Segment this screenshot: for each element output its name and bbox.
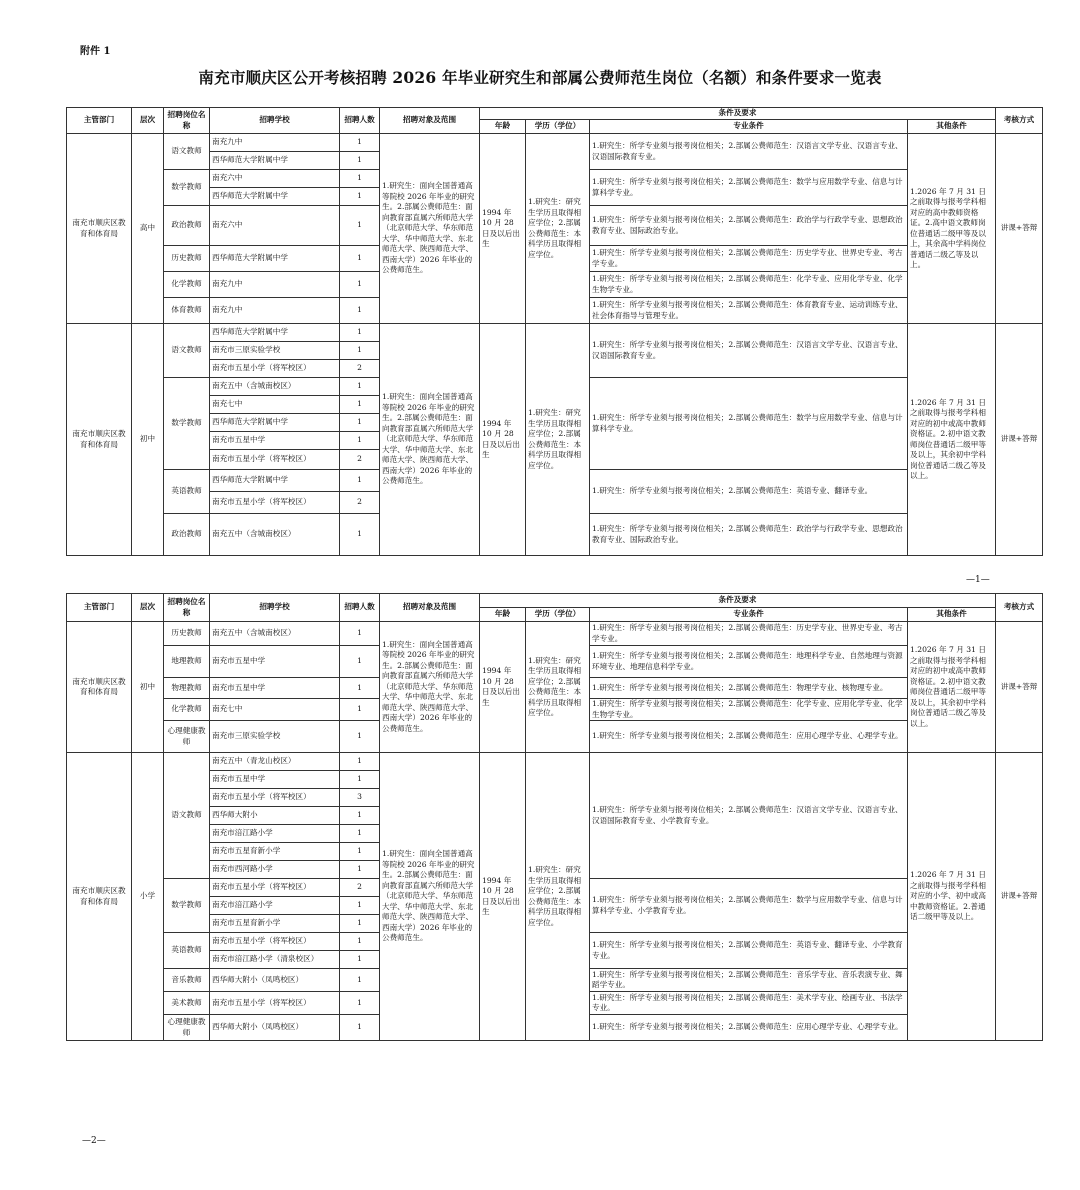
scope-cell: 1.研究生：面向全国普通高等院校 2026 年毕业的研究生。2.部属公费师范生：面向教育部直属六所师范大学（北京师范大学、华东师范大学、华中师范大学、东北师范大学、陕西师范大学、西南大学）2026 年毕业的公费师范生。: [380, 753, 480, 1041]
level-cell: 初中: [132, 622, 164, 753]
school-cell: 南充市涪江路小学: [210, 897, 340, 915]
count-cell: 1: [340, 861, 380, 879]
header-count: 招聘人数: [340, 108, 380, 134]
header-dept: 主管部门: [67, 594, 132, 622]
post-cell: 心理健康教师: [164, 721, 210, 753]
count-cell: 1: [340, 152, 380, 170]
count-cell: 1: [340, 246, 380, 272]
page-title: 南充市顺庆区公开考核招聘 2026 年毕业研究生和部属公费师范生岗位（名额）和条件要求一览表: [198, 68, 882, 87]
dept-cell: 南充市顺庆区教育和体育局: [67, 134, 132, 324]
count-cell: 1: [340, 721, 380, 753]
count-cell: 1: [340, 514, 380, 556]
count-cell: 1: [340, 298, 380, 324]
post-cell: 政治教师: [164, 206, 210, 246]
count-cell: 1: [340, 933, 380, 951]
post-cell: 英语教师: [164, 933, 210, 969]
table-page-1: [66, 107, 1042, 556]
major-cell: 1.研究生：所学专业须与报考岗位相关；2.部属公费师范生：英语专业、翻译专业、小学教育专业。: [590, 933, 908, 969]
other-cell: 1.2026 年 7 月 31 日之前取得与报考学科相对应的小学、初中或高中教师资格证。2.普通话二级甲等及以上。: [908, 753, 996, 1041]
header-school: 招聘学校: [210, 108, 340, 134]
school-cell: 西华师范大学附属中学: [210, 414, 340, 432]
count-cell: 1: [340, 134, 380, 152]
school-cell: 南充市五星小学（将军校区）: [210, 879, 340, 897]
school-cell: 南充六中: [210, 170, 340, 188]
count-cell: 1: [340, 1015, 380, 1041]
recruitment-table-2b: [66, 752, 1043, 1041]
exam-cell: 讲课+答辩: [996, 753, 1043, 1041]
post-cell: 数学教师: [164, 378, 210, 470]
recruitment-table-1b: [66, 323, 1043, 556]
header-age: 年龄: [480, 608, 526, 622]
major-cell: 1.研究生：所学专业须与报考岗位相关；2.部属公费师范生：历史学专业、世界史专业、考古学专业。: [590, 246, 908, 272]
scope-cell: 1.研究生：面向全国普通高等院校 2026 年毕业的研究生。2.部属公费师范生：面向教育部直属六所师范大学（北京师范大学、华东师范大学、华中师范大学、东北师范大学、陕西师范大学、西南大学）2026 年毕业的公费师范生。: [380, 324, 480, 556]
count-cell: 1: [340, 378, 380, 396]
school-cell: 南充五中（青龙山校区）: [210, 753, 340, 771]
count-cell: 1: [340, 622, 380, 646]
school-cell: 南充市五星中学: [210, 678, 340, 699]
school-cell: 西华师范大学附属中学: [210, 152, 340, 170]
page-number-2: —2—: [82, 1136, 106, 1146]
count-cell: 1: [340, 807, 380, 825]
school-cell: 南充九中: [210, 134, 340, 152]
header-other: 其他条件: [908, 608, 996, 622]
count-cell: 1: [340, 969, 380, 992]
major-cell: 1.研究生：所学专业须与报考岗位相关；2.部属公费师范生：应用心理学专业、心理学专业。: [590, 721, 908, 753]
edu-cell: 1.研究生：研究生学历且取得相应学位；2.部属公费师范生：本科学历且取得相应学位。: [526, 324, 590, 556]
recruitment-table-1: [66, 107, 1043, 324]
post-cell: 体育教师: [164, 298, 210, 324]
major-cell: 1.研究生：所学专业须与报考岗位相关；2.部属公费师范生：政治学与行政学专业、思想政治教育专业、国际政治专业。: [590, 206, 908, 246]
header-scope: 招聘对象及范围: [380, 594, 480, 622]
count-cell: 1: [340, 678, 380, 699]
count-cell: 2: [340, 492, 380, 514]
header-edu: 学历（学位）: [526, 120, 590, 134]
scope-cell: 1.研究生：面向全国普通高等院校 2026 年毕业的研究生。2.部属公费师范生：面向教育部直属六所师范大学（北京师范大学、华东师范大学、华中师范大学、东北师范大学、陕西师范大学、西南大学）2026 年毕业的公费师范生。: [380, 622, 480, 753]
level-cell: 高中: [132, 134, 164, 324]
count-cell: 1: [340, 699, 380, 721]
age-cell: 1994 年 10 月 28 日及以后出生: [480, 324, 526, 556]
exam-cell: 讲课+答辩: [996, 134, 1043, 324]
other-cell: 1.2026 年 7 月 31 日之前取得与报考学科相对应的初中或高中教师资格证。2.初中语文教师岗位普通话二级甲等及以上，其余初中学科岗位普通话二级乙等及以上。: [908, 622, 996, 753]
level-cell: 初中: [132, 324, 164, 556]
school-cell: 南充市五星小学（将军校区）: [210, 360, 340, 378]
post-cell: 历史教师: [164, 622, 210, 646]
count-cell: 2: [340, 360, 380, 378]
major-cell: 1.研究生：所学专业须与报考岗位相关；2.部属公费师范生：化学专业、应用化学专业、化学生物学专业。: [590, 699, 908, 721]
scope-cell: 1.研究生：面向全国普通高等院校 2026 年毕业的研究生。2.部属公费师范生：面向教育部直属六所师范大学（北京师范大学、华东师范大学、华中师范大学、东北师范大学、陕西师范大学、西南大学）2026 年毕业的公费师范生。: [380, 134, 480, 324]
count-cell: 1: [340, 951, 380, 969]
post-cell: 地理教师: [164, 646, 210, 678]
dept-cell: 南充市顺庆区教育和体育局: [67, 622, 132, 753]
post-cell: 心理健康教师: [164, 1015, 210, 1041]
header-post: 招聘岗位名称: [164, 108, 210, 134]
header-major: 专业条件: [590, 120, 908, 134]
recruitment-table-2: [66, 593, 1043, 753]
post-cell: 音乐教师: [164, 969, 210, 992]
school-cell: 南充七中: [210, 396, 340, 414]
post-cell: 物理教师: [164, 678, 210, 699]
count-cell: 1: [340, 470, 380, 492]
post-cell: 历史教师: [164, 246, 210, 272]
post-cell: 数学教师: [164, 879, 210, 933]
school-cell: 南充市五星中学: [210, 432, 340, 450]
school-cell: 西华师大附小: [210, 807, 340, 825]
school-cell: 南充七中: [210, 699, 340, 721]
header-exam: 考核方式: [996, 108, 1043, 134]
age-cell: 1994 年 10 月 28 日及以后出生: [480, 622, 526, 753]
count-cell: 1: [340, 843, 380, 861]
header-other: 其他条件: [908, 120, 996, 134]
school-cell: 南充市五星小学（将军校区）: [210, 450, 340, 470]
post-cell: 语文教师: [164, 324, 210, 378]
school-cell: 西华师范大学附属中学: [210, 246, 340, 272]
school-cell: 南充市五星小学（将军校区）: [210, 933, 340, 951]
post-cell: 政治教师: [164, 514, 210, 556]
header-dept: 主管部门: [67, 108, 132, 134]
count-cell: 1: [340, 915, 380, 933]
post-cell: 英语教师: [164, 470, 210, 514]
school-cell: 南充市五星育新小学: [210, 843, 340, 861]
count-cell: 1: [340, 206, 380, 246]
edu-cell: 1.研究生：研究生学历且取得相应学位；2.部属公费师范生：本科学历且取得相应学位。: [526, 622, 590, 753]
school-cell: 南充五中（含城南校区）: [210, 514, 340, 556]
count-cell: 1: [340, 342, 380, 360]
count-cell: 1: [340, 753, 380, 771]
school-cell: 南充九中: [210, 298, 340, 324]
count-cell: 2: [340, 879, 380, 897]
school-cell: 西华师范大学附属中学: [210, 470, 340, 492]
major-cell: 1.研究生：所学专业须与报考岗位相关；2.部属公费师范生：物理学专业、核物理专业。: [590, 678, 908, 699]
major-cell: 1.研究生：所学专业须与报考岗位相关；2.部属公费师范生：应用心理学专业、心理学专业。: [590, 1015, 908, 1041]
edu-cell: 1.研究生：研究生学历且取得相应学位；2.部属公费师范生：本科学历且取得相应学位。: [526, 134, 590, 324]
school-cell: 南充市涪江路小学: [210, 825, 340, 843]
major-cell: 1.研究生：所学专业须与报考岗位相关；2.部属公费师范生：汉语言文学专业、汉语言专业、汉语国际教育专业、小学教育专业。: [590, 753, 908, 879]
major-cell: 1.研究生：所学专业须与报考岗位相关；2.部属公费师范生：政治学与行政学专业、思想政治教育专业、国际政治专业。: [590, 514, 908, 556]
post-cell: 数学教师: [164, 170, 210, 206]
school-cell: 南充九中: [210, 272, 340, 298]
dept-cell: 南充市顺庆区教育和体育局: [67, 753, 132, 1041]
major-cell: 1.研究生：所学专业须与报考岗位相关；2.部属公费师范生：汉语言文学专业、汉语言专业、汉语国际教育专业。: [590, 324, 908, 378]
count-cell: 1: [340, 432, 380, 450]
header-scope: 招聘对象及范围: [380, 108, 480, 134]
table-row: [67, 134, 1043, 152]
attachment-label: 附件 1: [80, 46, 111, 57]
header-level: 层次: [132, 108, 164, 134]
edu-cell: 1.研究生：研究生学历且取得相应学位；2.部属公费师范生：本科学历且取得相应学位。: [526, 753, 590, 1041]
table-row: [67, 324, 1043, 342]
level-cell: 小学: [132, 753, 164, 1041]
major-cell: 1.研究生：所学专业须与报考岗位相关；2.部属公费师范生：数学与应用数学专业、信息与计算科学专业、小学教育专业。: [590, 879, 908, 933]
school-cell: 南充市五星小学（将军校区）: [210, 992, 340, 1015]
header-conditions: 条件及要求: [480, 108, 996, 120]
school-cell: 西华师大附小（凤鸣校区）: [210, 969, 340, 992]
count-cell: 1: [340, 414, 380, 432]
table-row: [67, 753, 1043, 771]
school-cell: 南充五中（含城南校区）: [210, 622, 340, 646]
major-cell: 1.研究生：所学专业须与报考岗位相关；2.部属公费师范生：美术学专业、绘画专业、书法学专业。: [590, 992, 908, 1015]
age-cell: 1994 年 10 月 28 日及以后出生: [480, 753, 526, 1041]
count-cell: 1: [340, 646, 380, 678]
school-cell: 南充市西河路小学: [210, 861, 340, 879]
post-cell: 化学教师: [164, 272, 210, 298]
count-cell: 1: [340, 825, 380, 843]
header-major: 专业条件: [590, 608, 908, 622]
school-cell: 南充市五星中学: [210, 646, 340, 678]
header-conditions: 条件及要求: [480, 594, 996, 608]
count-cell: 1: [340, 771, 380, 789]
age-cell: 1994 年 10 月 28 日及以后出生: [480, 134, 526, 324]
table-row: [67, 622, 1043, 646]
count-cell: 3: [340, 789, 380, 807]
count-cell: 1: [340, 897, 380, 915]
school-cell: 南充市三原实验学校: [210, 342, 340, 360]
major-cell: 1.研究生：所学专业须与报考岗位相关；2.部属公费师范生：英语专业、翻译专业。: [590, 470, 908, 514]
school-cell: 南充市五星小学（将军校区）: [210, 492, 340, 514]
school-cell: 南充市三原实验学校: [210, 721, 340, 753]
school-cell: 南充市五星中学: [210, 771, 340, 789]
post-cell: 语文教师: [164, 134, 210, 170]
major-cell: 1.研究生：所学专业须与报考岗位相关；2.部属公费师范生：历史学专业、世界史专业、考古学专业。: [590, 622, 908, 646]
count-cell: 2: [340, 450, 380, 470]
count-cell: 1: [340, 324, 380, 342]
header-age: 年龄: [480, 120, 526, 134]
header-exam: 考核方式: [996, 594, 1043, 622]
school-cell: 西华师大附小（凤鸣校区）: [210, 1015, 340, 1041]
major-cell: 1.研究生：所学专业须与报考岗位相关；2.部属公费师范生：数学与应用数学专业、信息与计算科学专业。: [590, 170, 908, 206]
page-number-1: —1—: [966, 575, 990, 585]
count-cell: 1: [340, 272, 380, 298]
school-cell: 南充五中（含城南校区）: [210, 378, 340, 396]
major-cell: 1.研究生：所学专业须与报考岗位相关；2.部属公费师范生：化学专业、应用化学专业、化学生物学专业。: [590, 272, 908, 298]
header-school: 招聘学校: [210, 594, 340, 622]
other-cell: 1.2026 年 7 月 31 日之前取得与报考学科相对应的初中或高中教师资格证。2.初中语文教师岗位普通话二级甲等及以上，其余初中学科岗位普通话二级乙等及以上。: [908, 324, 996, 556]
header-level: 层次: [132, 594, 164, 622]
header-count: 招聘人数: [340, 594, 380, 622]
school-cell: 南充市涪江路小学（清泉校区）: [210, 951, 340, 969]
major-cell: 1.研究生：所学专业须与报考岗位相关；2.部属公费师范生：地理科学专业、自然地理与资源环境专业、地理信息科学专业。: [590, 646, 908, 678]
school-cell: 南充市五星小学（将军校区）: [210, 789, 340, 807]
exam-cell: 讲课+答辩: [996, 324, 1043, 556]
school-cell: 南充六中: [210, 206, 340, 246]
post-cell: 语文教师: [164, 753, 210, 879]
major-cell: 1.研究生：所学专业须与报考岗位相关；2.部属公费师范生：体育教育专业、运动训练专业、社会体育指导与管理专业。: [590, 298, 908, 324]
school-cell: 西华师范大学附属中学: [210, 324, 340, 342]
major-cell: 1.研究生：所学专业须与报考岗位相关；2.部属公费师范生：音乐学专业、音乐表演专业、舞蹈学专业。: [590, 969, 908, 992]
exam-cell: 讲课+答辩: [996, 622, 1043, 753]
school-cell: 南充市五星育新小学: [210, 915, 340, 933]
major-cell: 1.研究生：所学专业须与报考岗位相关；2.部属公费师范生：数学与应用数学专业、信息与计算科学专业。: [590, 378, 908, 470]
dept-cell: 南充市顺庆区教育和体育局: [67, 324, 132, 556]
school-cell: 西华师范大学附属中学: [210, 188, 340, 206]
other-cell: 1.2026 年 7 月 31 日之前取得与报考学科相对应的高中教师资格证。2.高中语文教师岗位普通话二级甲等及以上，其余高中学科岗位普通话二级乙等及以上。: [908, 134, 996, 324]
major-cell: 1.研究生：所学专业须与报考岗位相关；2.部属公费师范生：汉语言文学专业、汉语言专业、汉语国际教育专业。: [590, 134, 908, 170]
count-cell: 1: [340, 396, 380, 414]
post-cell: 美术教师: [164, 992, 210, 1015]
post-cell: 化学教师: [164, 699, 210, 721]
table-page-2: [66, 593, 1042, 1041]
count-cell: 1: [340, 188, 380, 206]
header-post: 招聘岗位名称: [164, 594, 210, 622]
count-cell: 1: [340, 170, 380, 188]
count-cell: 1: [340, 992, 380, 1015]
header-edu: 学历（学位）: [526, 608, 590, 622]
